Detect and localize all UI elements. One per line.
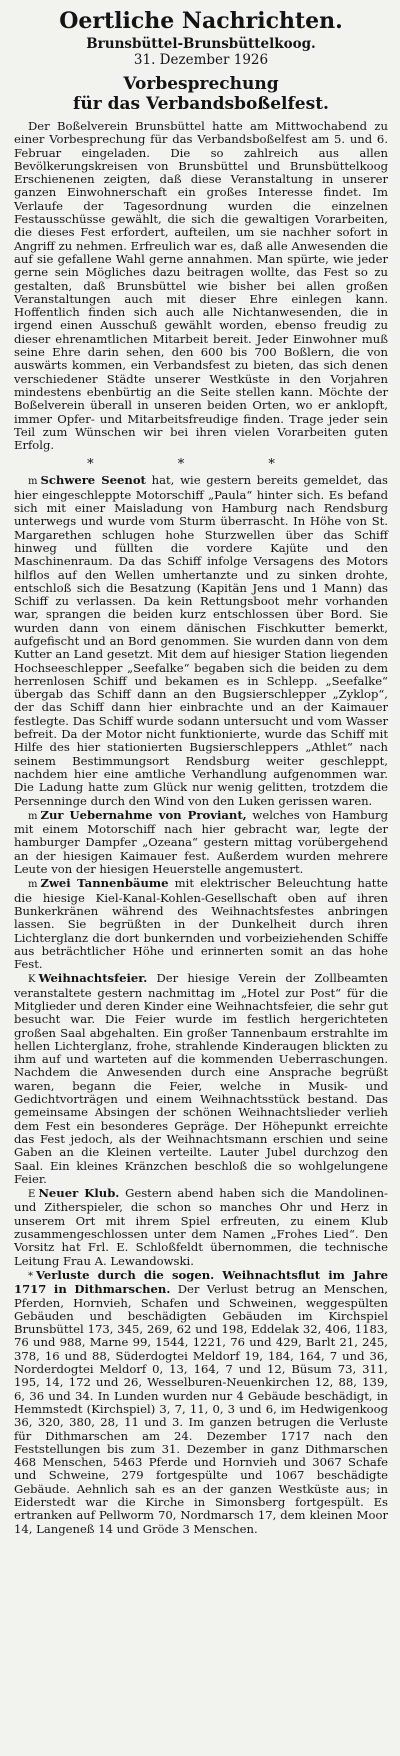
date-line: 31. Dezember 1926 [133,52,269,68]
item-lead: Zwei Tannenbäume [40,876,169,891]
dateline: * [28,1270,33,1282]
dateline: m [28,476,38,488]
news-item-klub [14,1187,388,1268]
section-masthead: Oertliche Nachrichten. [59,8,343,34]
news-item-weihnachtsflut [14,1269,388,1536]
dateline: m [28,879,38,891]
place-line: Brunsbüttel-Brunsbüttelkoog. [86,36,316,52]
section-separator: * * * [87,457,315,473]
item-text: mit elektrischer Beleuchtung hatte die hiesige Kiel-Kanal-Kohlen-Gesellschaft oben auf ihren Bunkerkränen während des Weihnachtsfestes anbringen lassen. Sie begrüßten in der Dunkelheit durch ihren Lichterglanz die dort bunkernden und vorbeiziehenden Schiffe aus beträchtlicher Höhe und erinnerten somit an das hohe Fest. [14,876,388,972]
headline-line-2: für das Verbandsboßelfest. [73,94,329,114]
dateline: m [28,810,38,822]
news-item-proviant [14,809,388,876]
headline-line-1: Vorbesprechung [123,74,279,94]
item-text: hat, wie gestern bereits gemeldet, das hier eingeschleppte Motorschiff „Paula“ hinter sich. Es befand sich mit einer Maisladung von Hamburg nach Rendsburg unterwegs und wurde vom Sturm überrascht. In Höhe von St. Margarethen schlugen hohe Sturzwellen über das Schiff hinweg und füllten die vordere Kajüte und den Maschinenraum. Da das Schiff infolge Versagens des Motors hilflos auf den Wellen umhertanzte und zu sinken drohte, entschloß sich die Besatzung (Kapitän Jens und 1 Mann) das Schiff zu verlassen. Da kein Rettungsboot mehr vorhanden war, sprangen die beiden kurz entschlossen über Bord. Sie wurden dann von einem dänischen Fischkutter bemerkt, aufgefischt und an Bord genommen. Sie wurden dann von dem Kutter an Land gesetzt. Mit dem auf hiesiger Station liegenden Hochseeschlepper „Seefalke“ begaben sich die beiden zu dem herrenlosen Schiff und bekamen es in Schlepp. „Seefalke“ übergab das Schiff dann an den Bugsierschlepper „Zyklop“, der das Schiff dann hier einbrachte und an der Kaimauer festlegte. Das Schiff wurde sodann untersucht und vom Wasser befreit. Da der Motor nicht funktionierte, wurde das Schiff mit Hilfe des hier stationierten Bugsierschleppers „Athlet“ nach seinem Bestimmungsort Rendsburg weiter geschleppt, nachdem hier eine amtliche Verhandlung aufgenommen war. Die Ladung hatte zum Glück nur wenig gelitten, trotzdem die Persenninge durch den Wind von den Luken gerissen waren. [14,473,388,808]
news-item-weihnachtsfeier [14,972,388,1186]
news-item-seenot [14,474,388,807]
item-lead: Weihnachtsfeier. [38,971,148,986]
item-text: Der Verlust betrug an Menschen, Pferden, Hornvieh, Schafen und Schweinen, weggespülten Gebäuden und beschädigten Gebäuden im Kirchspiel Brunsbüttel 173, 345, 269, 62 und 198, Eddelak 32, 406, 1183, 76 und 988, Marne 99, 1544, 1221, 76 und 429, Barlt 21, 245, 378, 16 und 88, Süderdogtei Meldorf 19, 184, 164, 7 und 36, Norderdogtei Meldorf 0, 13, 164, 7 und 12, Büsum 73, 311, 195, 14, 172 und 26, Wesselburen-Neuenkirchen 12, 88, 139, 6, 36 und 34. In Lunden wurden nur 4 Gebäude beschädigt, in Hemmstedt (Kirchspiel) 3, 7, 11, 0, 3 und 6, im Hedwigenkoog 36, 320, 380, 28, 11 und 3. Im ganzen betrugen die Verluste für Dithmarschen am 24. Dezember 1717 nach den Feststellungen bis zum 31. Dezember in ganz Dithmarschen 468 Menschen, 5463 Pferde und Hornvieh und 3067 Schafe und Schweine, 279 fortgespülte und 1067 beschädigte Gebäude. Aehnlich sah es an der ganzen Westküste aus; in Eiderstedt war die Kirche in Simonsberg fortgespült. Es ertranken auf Pellworm 70, Nordmarsch 17, dem kleinen Moor 14, Langeneß 14 und Gröde 3 Menschen. [14,1282,388,1536]
item-lead: Neuer Klub. [38,1186,120,1201]
item-lead: Verluste durch die sogen. Weihnachtsflut im Jahre 1717 in Dithmarschen. [14,1267,388,1297]
item-lead: Schwere Seenot [40,473,146,488]
item-text: Gestern abend haben sich die Mandolinen- und Zitherspieler, die schon so manches Ohr und Herz in unserem Ort mit ihrem Spiel erfreuten, zu einem Klub zusammengeschlossen unter dem Namen „Frohes Lied“. Den Vorsitz hat Frl. E. Schloßfeldt übernommen, die technische Leitung Frau A. Lewandowski. [14,1186,388,1268]
item-text: Der hiesige Verein der Zollbeamten veranstaltete gestern nachmittag im „Hotel zur Post“ für die Mitglieder und deren Kinder eine Weihnachtsfeier, die sehr gut besucht war. Die Feier wurde im festlich hergerichteten großen Saal abgehalten. Ein großer Tannenbaum erstrahlte im hellen Lichterglanz, frohe, strahlende Kinderaugen blickten zu ihm auf und warteten auf die kommenden Ueberraschungen. Nachdem die Anwesenden durch eine Ansprache begrüßt waren, begann die Feier, welche in Musik- und Gedichtvorträgen und einem Weihnachtsstück bestand. Das gemeinsame Absingen der schönen Weihnachtslieder verlieh dem Fest ein besonderes Gepräge. Der Höhepunkt erreichte das Fest jedoch, als der Weihnachtsmann erschien und seine Gaben an die Kleinen verteilte. Lauter Jubel durchzog den Saal. Ein kleines Kränzchen beschloß die so wohlgelungene Feier. [14,971,388,1186]
article-headline [14,74,388,114]
item-text: welches von Hamburg mit einem Motorschiff nach hier gebracht war, legte der hamburger Dampfer „Ozeana“ gestern mittag vorübergehend an der hiesigen Kaimauer fest. Außerdem wurden mehrere Leute von der hiesigen Heuerstelle angemustert. [14,807,388,877]
article-paragraph: Der Boßelverein Brunsbüttel hatte am Mittwochabend zu einer Vorbesprechung für das Verbandsboßelfest am 5. und 6. Februar eingeladen. Die so zahlreich aus allen Bevölkerungskreisen von Brunsbüttel und Brunsbüttelkoog Erschienenen zeigten, daß diese Veranstaltung in unserer ganzen Einwohnerschaft ein großes Interesse findet. Im Verlaufe der Tagesordnung wurden die einzelnen Festausschüsse gewählt, die sich die gewaltigen Vorarbeiten, die dieses Fest erfordert, aufteilen, um sie nachher sofort in Angriff zu nehmen. Erfreulich war es, daß alle Anwesenden die auf sie gefallene Wahl gerne annahmen. Man spürte, wie jeder gerne sein Mögliches dazu beitragen wollte, das Fest so zu gestalten, daß Brunsbüttel wie bisher bei allen großen Veranstaltungen auch mit dieser Ehre einlegen kann. Hoffentlich finden sich auch alle Nichtanwesenden, die in irgend einen Ausschuß gewählt worden, ebenso freudig zu dieser ehrenamtlichen Mitarbeit bereit. Jeder Einwohner muß seine Ehre darin sehen, den 600 bis 700 Boßlern, die von auswärts kommen, ein Verbandsfest zu bieten, das sich denen verschiedener Städte unserer Westküste in den Vorjahren mindestens ebenbürtig an die Seite stellen kann. Möchte der Boßelverein überall in unseren beiden Orten, wo er anklopft, immer Opfer- und Mitarbeitsfreudige finden. Trage jeder sein Teil zum Wünschen wir bei ihren vielen Vorarbeiten guten Erfolg. [14,119,388,453]
news-item-tannenbaeume [14,877,388,971]
dateline: K [28,974,36,986]
item-lead: Zur Uebernahme von Proviant, [40,807,247,822]
dateline: E [28,1189,36,1201]
